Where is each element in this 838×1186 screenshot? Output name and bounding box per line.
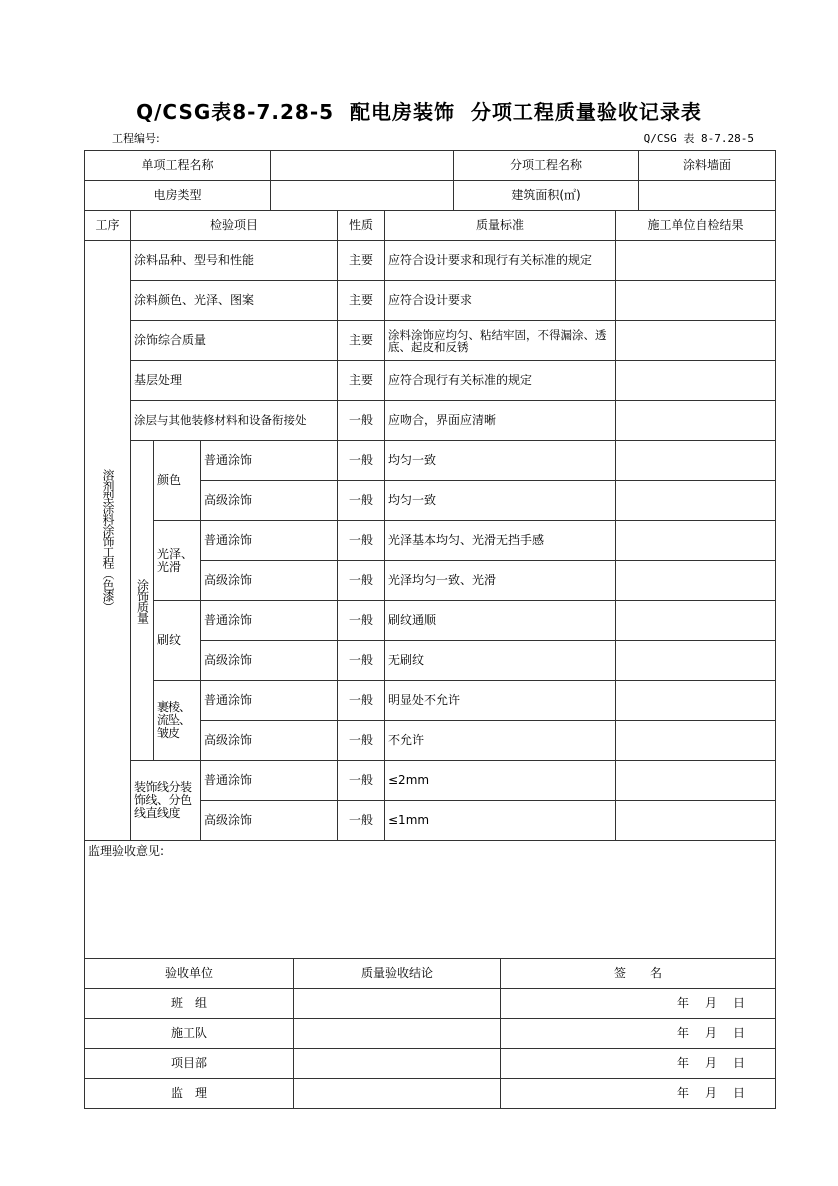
- acceptance-signature[interactable]: [500, 1048, 776, 1079]
- grade-cell: 高级涂饰: [200, 720, 338, 761]
- nature-cell: 主要: [337, 320, 385, 361]
- item-cell: 涂层与其他装修材料和设备衔接处: [130, 400, 338, 441]
- subgroup-label: 颜色: [153, 440, 201, 521]
- acceptance-conclusion[interactable]: [293, 1018, 501, 1049]
- nature-cell: 一般: [337, 520, 385, 561]
- nature-cell: 一般: [337, 600, 385, 641]
- unit-project-value[interactable]: [270, 150, 454, 181]
- standard-cell: 应符合设计要求和现行有关标准的规定: [384, 240, 616, 281]
- result-cell[interactable]: [615, 640, 776, 681]
- acceptance-header-conclusion: 质量验收结论: [293, 958, 501, 989]
- header-standard: 质量标准: [384, 210, 616, 241]
- result-cell[interactable]: [615, 280, 776, 321]
- standard-cell: 均匀一致: [384, 440, 616, 481]
- result-cell[interactable]: [615, 680, 776, 721]
- date-day: 日: [732, 1056, 745, 1070]
- acceptance-unit: 施工队: [84, 1018, 294, 1049]
- nature-cell: 一般: [337, 400, 385, 441]
- header-process: 工序: [84, 210, 131, 241]
- room-type-value[interactable]: [270, 180, 454, 211]
- standard-cell: 刷纹通顺: [384, 600, 616, 641]
- date-month: 月: [704, 1056, 717, 1070]
- result-cell[interactable]: [615, 360, 776, 401]
- acceptance-unit: 班 组: [84, 988, 294, 1019]
- result-cell[interactable]: [615, 560, 776, 601]
- room-type-label: 电房类型: [84, 180, 271, 211]
- header-item: 检验项目: [130, 210, 338, 241]
- grade-cell: 普通涂饰: [200, 600, 338, 641]
- result-cell[interactable]: [615, 800, 776, 841]
- coating-quality-label: 涂饰质量: [135, 578, 150, 623]
- acceptance-unit: 项目部: [84, 1048, 294, 1079]
- acceptance-signature[interactable]: [500, 988, 776, 1019]
- standard-cell: 应符合设计要求: [384, 280, 616, 321]
- area-value[interactable]: [638, 180, 776, 211]
- subgroup-label: 光泽、光滑: [153, 520, 201, 601]
- nature-cell: 主要: [337, 280, 385, 321]
- nature-cell: 一般: [337, 640, 385, 681]
- standard-cell: 应符合现行有关标准的规定: [384, 360, 616, 401]
- nature-cell: 一般: [337, 560, 385, 601]
- process-name-cell: [84, 240, 131, 841]
- date-year: 年: [676, 1086, 689, 1100]
- item-cell: 涂料颜色、光泽、图案: [130, 280, 338, 321]
- standard-cell: 不允许: [384, 720, 616, 761]
- acceptance-signature[interactable]: [500, 1078, 776, 1109]
- nature-cell: 主要: [337, 360, 385, 401]
- supervision-opinion-box[interactable]: [84, 840, 776, 959]
- nature-cell: 一般: [337, 760, 385, 801]
- result-cell[interactable]: [615, 440, 776, 481]
- result-cell[interactable]: [615, 520, 776, 561]
- result-cell[interactable]: [615, 240, 776, 281]
- standard-cell: 无刷纹: [384, 640, 616, 681]
- grade-cell: 高级涂饰: [200, 800, 338, 841]
- standard-cell: ≤1mm: [384, 800, 616, 841]
- standard-cell: 均匀一致: [384, 480, 616, 521]
- date-year: 年: [676, 1026, 689, 1040]
- nature-cell: 一般: [337, 680, 385, 721]
- subgroup-label: 刷纹: [153, 600, 201, 681]
- nature-cell: 一般: [337, 800, 385, 841]
- date-day: 日: [732, 1086, 745, 1100]
- acceptance-header-signature: 签 名: [500, 958, 776, 989]
- nature-cell: 一般: [337, 480, 385, 521]
- date-day: 日: [732, 1026, 745, 1040]
- date-year: 年: [676, 996, 689, 1010]
- item-cell: 基层处理: [130, 360, 338, 401]
- sub-project-value[interactable]: 涂料墙面: [638, 150, 776, 181]
- standard-cell: 光泽基本均匀、光滑无挡手感: [384, 520, 616, 561]
- standard-cell: 涂料涂饰应均匀、粘结牢固，不得漏涂、透底、起皮和反锈: [384, 320, 616, 361]
- acceptance-signature[interactable]: [500, 1018, 776, 1049]
- grade-cell: 高级涂饰: [200, 560, 338, 601]
- grade-cell: 普通涂饰: [200, 520, 338, 561]
- acceptance-unit: 监 理: [84, 1078, 294, 1109]
- date-day: 日: [732, 996, 745, 1010]
- grade-cell: 普通涂饰: [200, 680, 338, 721]
- unit-project-label: 单项工程名称: [84, 150, 271, 181]
- result-cell[interactable]: [615, 600, 776, 641]
- project-number-label: 工程编号:: [112, 132, 160, 145]
- header-nature: 性质: [337, 210, 385, 241]
- acceptance-conclusion[interactable]: [293, 1048, 501, 1079]
- standard-cell: ≤2mm: [384, 760, 616, 801]
- sub-project-label: 分项工程名称: [453, 150, 639, 181]
- result-cell[interactable]: [615, 720, 776, 761]
- acceptance-conclusion[interactable]: [293, 988, 501, 1019]
- standard-cell: 明显处不允许: [384, 680, 616, 721]
- form-code: Q/CSG 表 8-7.28-5: [643, 132, 754, 145]
- grade-cell: 高级涂饰: [200, 640, 338, 681]
- item-cell: 涂饰综合质量: [130, 320, 338, 361]
- date-month: 月: [704, 996, 717, 1010]
- standard-cell: 应吻合，界面应清晰: [384, 400, 616, 441]
- supervision-opinion-label: 监理验收意见:: [88, 844, 165, 858]
- nature-cell: 一般: [337, 720, 385, 761]
- subgroup-label: 裹棱、流坠、皱皮: [153, 680, 201, 761]
- result-cell[interactable]: [615, 480, 776, 521]
- nature-cell: 主要: [337, 240, 385, 281]
- result-cell[interactable]: [615, 320, 776, 361]
- acceptance-header-unit: 验收单位: [84, 958, 294, 989]
- standard-cell: 光泽均匀一致、光滑: [384, 560, 616, 601]
- line-group-label: 装饰线分装饰线、分色线直线度: [130, 760, 201, 841]
- process-name: 溶剂型涂料涂饰工程（色漆）: [101, 469, 115, 612]
- document-title: Q/CSG表8-7.28-5 配电房装饰 分项工程质量验收记录表: [136, 100, 702, 124]
- grade-cell: 高级涂饰: [200, 480, 338, 521]
- grade-cell: 普通涂饰: [200, 440, 338, 481]
- result-cell[interactable]: [615, 760, 776, 801]
- coating-quality-cell: [130, 440, 154, 761]
- nature-cell: 一般: [337, 440, 385, 481]
- grade-cell: 普通涂饰: [200, 760, 338, 801]
- acceptance-conclusion[interactable]: [293, 1078, 501, 1109]
- item-cell: 涂料品种、型号和性能: [130, 240, 338, 281]
- area-label: 建筑面积(㎡): [453, 180, 639, 211]
- date-month: 月: [704, 1086, 717, 1100]
- result-cell[interactable]: [615, 400, 776, 441]
- header-self-check: 施工单位自检结果: [615, 210, 776, 241]
- date-month: 月: [704, 1026, 717, 1040]
- date-year: 年: [676, 1056, 689, 1070]
